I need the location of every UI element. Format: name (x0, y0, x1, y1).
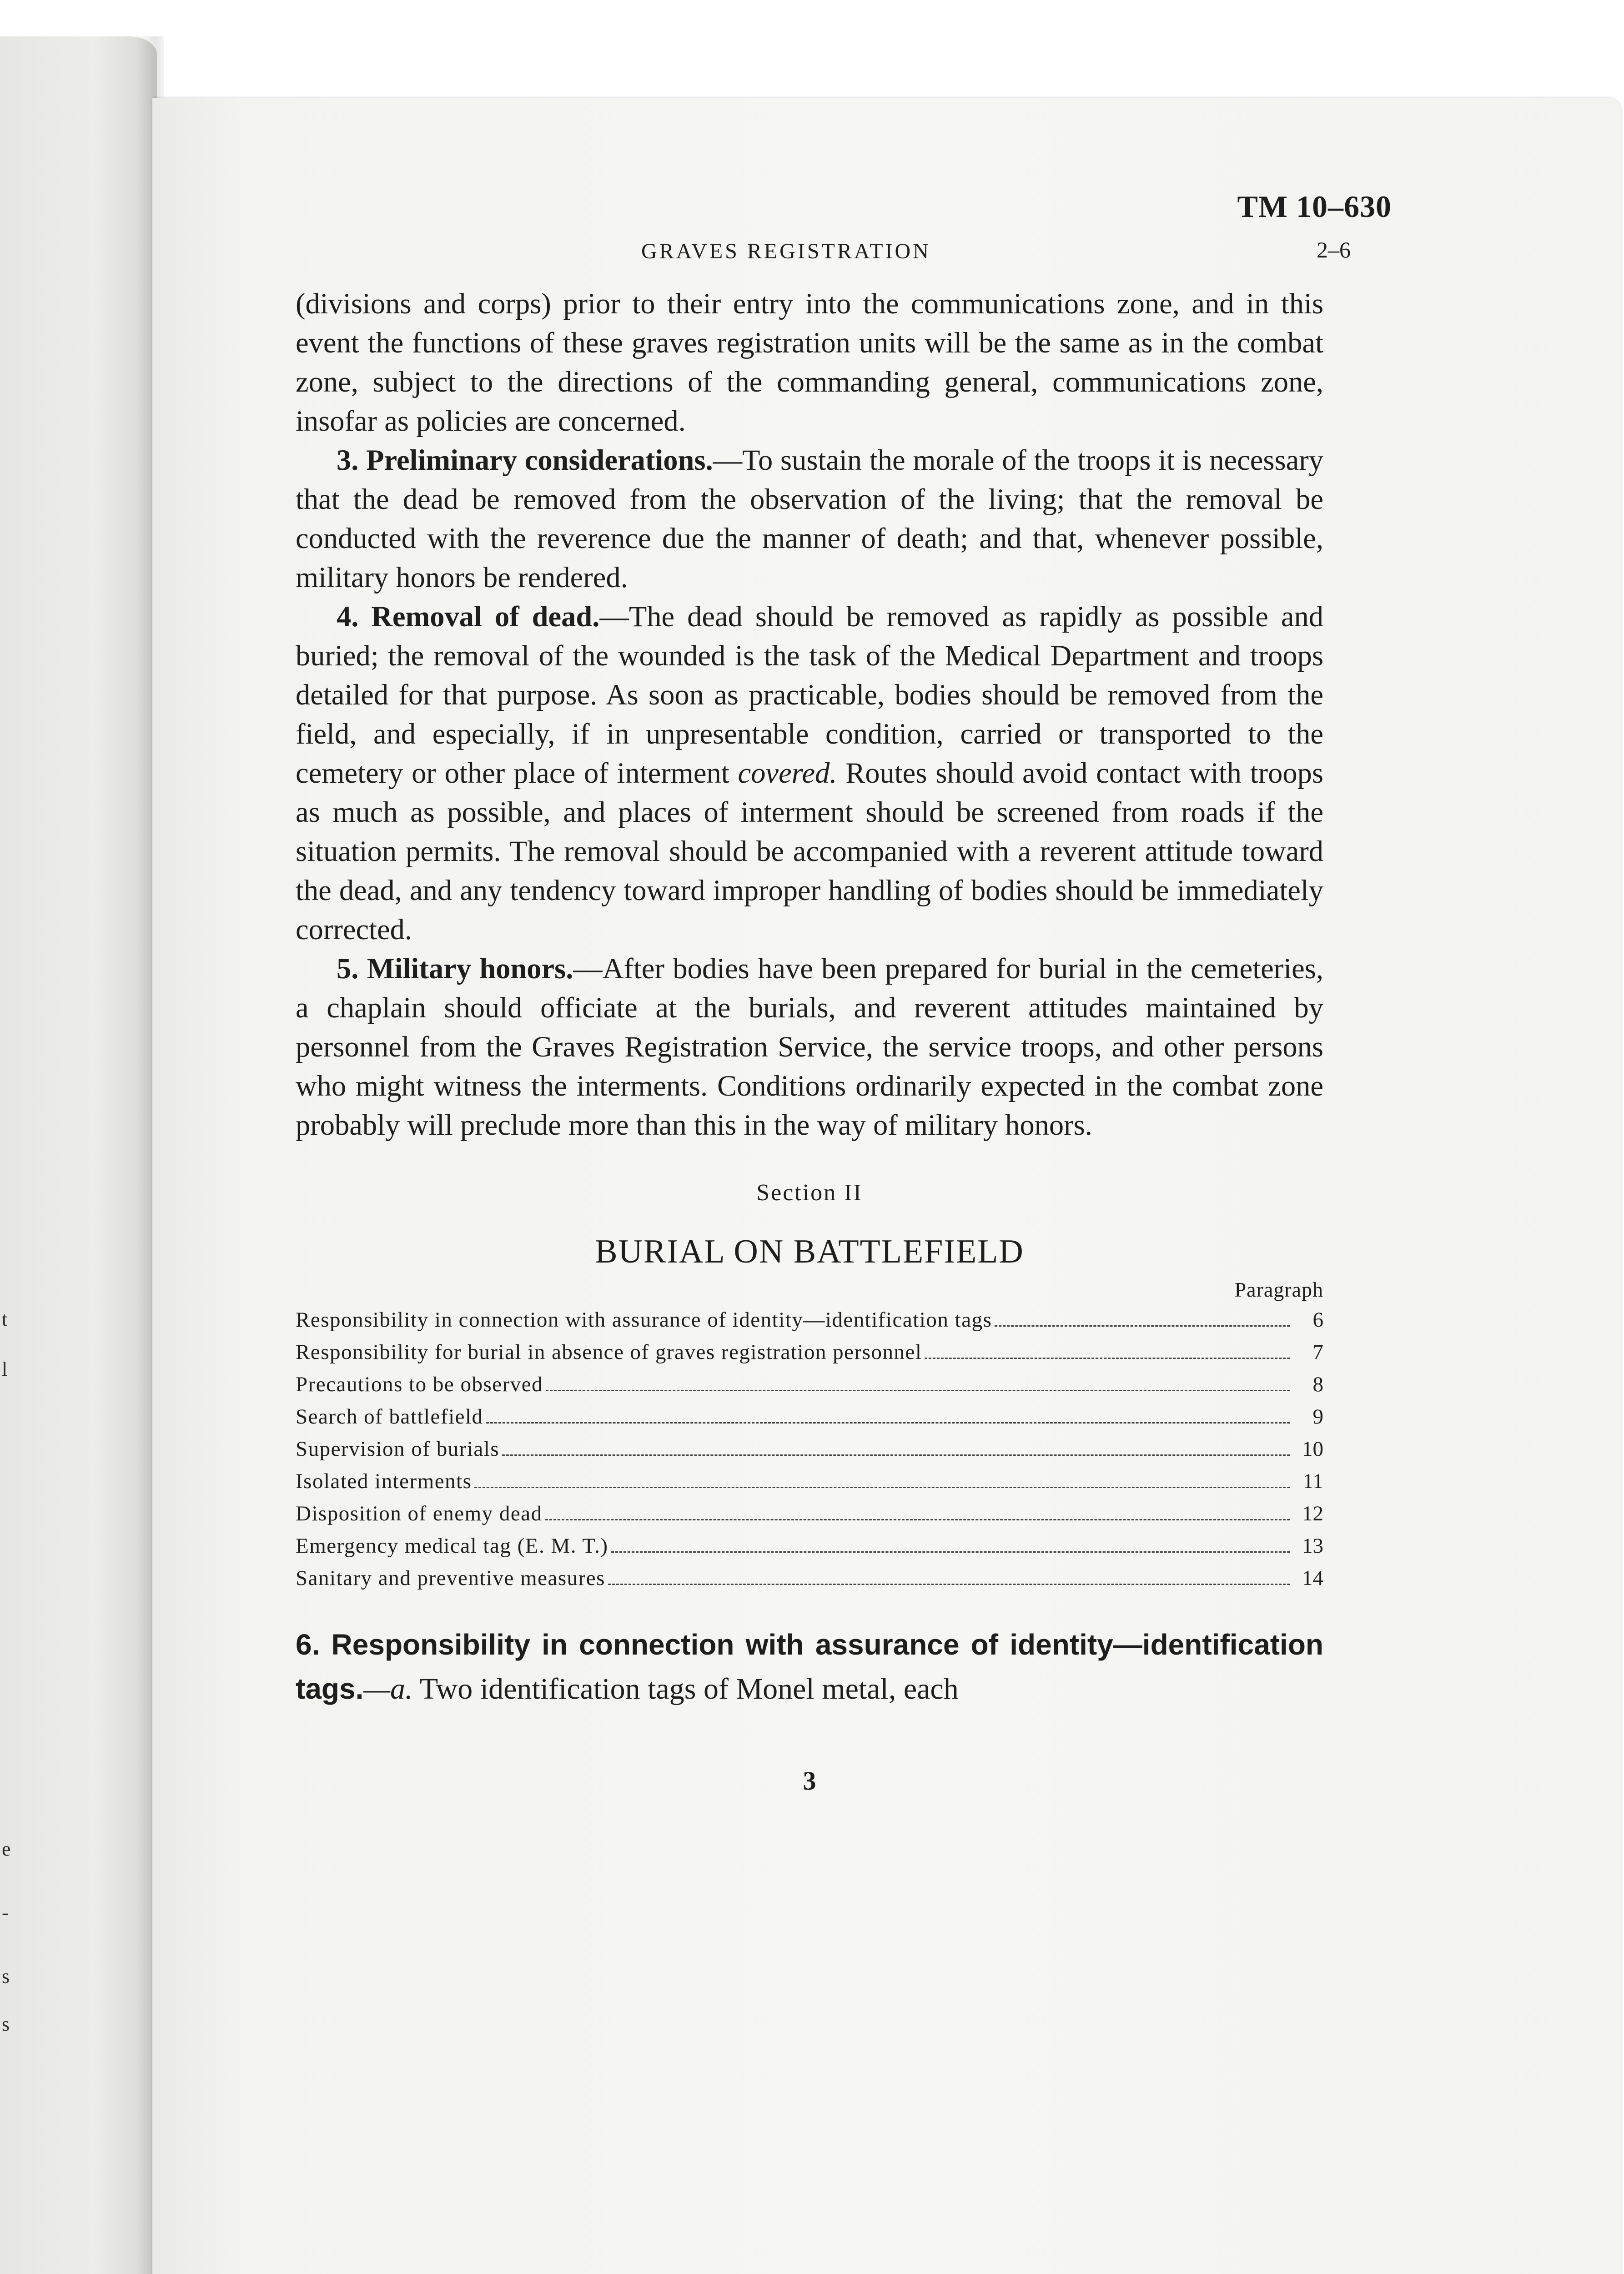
paragraph-5-heading: 5. Military honors. (337, 952, 573, 985)
page-edge-fragment: s (2, 2013, 10, 2035)
contents-row (296, 1368, 1323, 1401)
section-label: Section II (756, 1180, 863, 1206)
paragraph-4-heading: 4. Removal of dead. (337, 600, 600, 633)
contents-paragraph-number: 9 (1312, 1405, 1323, 1429)
contents-row (296, 1336, 1323, 1368)
page-edge-fragment: t (2, 1308, 8, 1330)
paragraph-3 (296, 441, 1323, 597)
contents-entry: Supervision of burials (296, 1437, 500, 1461)
contents-paragraph-number: 8 (1312, 1373, 1323, 1396)
contents-paragraph-number: 10 (1302, 1437, 1323, 1461)
body-text (296, 284, 1323, 1145)
dot-leader (925, 1358, 1290, 1359)
contents-paragraph-number: 7 (1312, 1340, 1323, 1364)
paragraph-3-heading: 3. Preliminary considerations. (337, 444, 713, 476)
manual-number: TM 10–630 (1237, 189, 1392, 224)
contents-entry: Responsibility in connection with assurance of identity—identification tags (296, 1308, 992, 1332)
section-contents (296, 1276, 1323, 1595)
contents-row (296, 1465, 1323, 1498)
paragraph-3-text: —To sustain the morale of the troops it is necessary that the dead be removed from the observation of the living; that the removal be conducted with the reverence due the manner of death; and that, whenever possible, military honors be rendered. (296, 444, 1323, 594)
paragraph-5 (296, 949, 1323, 1145)
page-edge-fragment: - (2, 1902, 9, 1924)
paragraph-6 (296, 1623, 1323, 1711)
page-content (296, 189, 1392, 1796)
contents-row (296, 1433, 1323, 1465)
contents-row (296, 1401, 1323, 1433)
previous-page-edge (0, 36, 157, 2274)
dot-leader (486, 1422, 1290, 1424)
dot-leader (545, 1519, 1290, 1520)
paragraph-4-emphasis: covered. (738, 757, 837, 789)
contents-paragraph-number: 6 (1312, 1308, 1323, 1332)
contents-entry: Precautions to be observed (296, 1373, 543, 1396)
section-title: BURIAL ON BATTLEFIELD (595, 1233, 1024, 1270)
paragraph-4-text: —The dead should be removed as rapidly as possible and buried; the removal of the wounded is the task of the Medical Department and troops detailed for that purpose. As soon as practicable, bodies should be removed from the field, and especially, if in unpresentable condition, carried or transported to the cemetery or other place of interment (296, 600, 1323, 789)
contents-row (296, 1562, 1323, 1595)
paragraph-4-text-continued: Routes should avoid contact with troops as much as possible, and places of interment should be screened from roads if the situation permits. The removal should be accompanied with a reverent attitude toward the dead, and any tendency toward improper handling of bodies should be immediately corrected. (296, 757, 1323, 946)
contents-row (296, 1498, 1323, 1530)
contents-entry: Emergency medical tag (E. M. T.) (296, 1534, 608, 1558)
dot-leader (502, 1454, 1290, 1456)
contents-entry: Disposition of enemy dead (296, 1502, 543, 1525)
contents-paragraph-number: 13 (1302, 1534, 1323, 1558)
page-header (296, 189, 1392, 284)
dot-leader (995, 1325, 1290, 1327)
page-number: 3 (803, 1766, 816, 1796)
page-edge-fragment: l (2, 1358, 8, 1380)
contents-entry: Isolated interments (296, 1469, 472, 1493)
dot-leader (546, 1390, 1290, 1391)
opening-paragraph: (divisions and corps) prior to their entry into the communications zone, and in this event the functions of these graves registration units will be the same as in the combat zone, subject to the directions of the commanding general, communications zone, insofar as policies are concerned. (296, 287, 1323, 437)
paragraph-range: 2–6 (1317, 237, 1351, 262)
contents-column-header: Paragraph (1234, 1278, 1323, 1301)
paragraph-6-subparagraph: —a. (363, 1672, 413, 1706)
dot-leader (608, 1584, 1290, 1585)
paragraph-6-text: Two identification tags of Monel metal, each (412, 1672, 959, 1706)
contents-entry: Search of battlefield (296, 1405, 483, 1429)
paragraph-5-text: —After bodies have been prepared for burial in the cemeteries, a chaplain should officiate at the burials, and reverent attitudes maintained by personnel from the Graves Registration Service, the service troops, and other persons who might witness the interments. Conditions ordinarily expected in the combat zone probably will preclude more than this in the way of military honors. (296, 952, 1324, 1141)
contents-paragraph-number: 14 (1302, 1566, 1323, 1590)
dot-leader (611, 1551, 1290, 1553)
contents-entry: Sanitary and preventive measures (296, 1566, 605, 1590)
page-edge-fragment: s (2, 1965, 10, 1987)
dot-leader (474, 1487, 1290, 1488)
contents-entry: Responsibility for burial in absence of graves registration personnel (296, 1340, 922, 1364)
running-title: GRAVES REGISTRATION (641, 239, 931, 263)
contents-paragraph-number: 12 (1302, 1502, 1323, 1525)
page-edge-fragment: e (2, 1838, 11, 1860)
contents-paragraph-number: 11 (1302, 1469, 1323, 1493)
paragraph-4 (296, 597, 1323, 949)
contents-row (296, 1304, 1323, 1336)
contents-row (296, 1530, 1323, 1562)
paragraph-6-heading: 6. Responsibility in connection with assurance of identity—identification tags. (296, 1628, 1323, 1705)
